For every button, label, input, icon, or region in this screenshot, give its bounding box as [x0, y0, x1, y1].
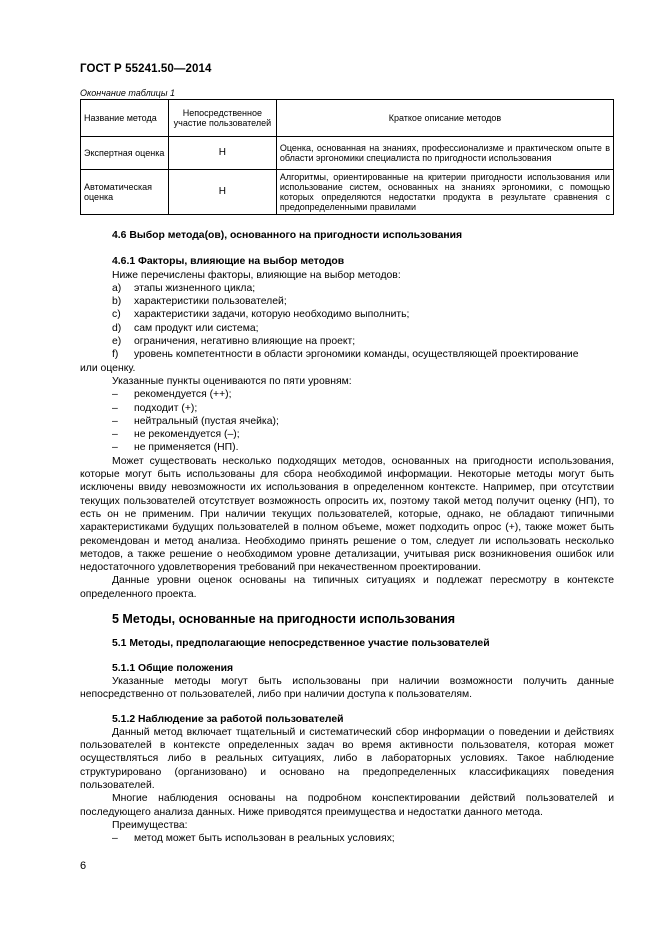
list-marker: – — [112, 833, 118, 845]
paragraph: Указанные пункты оцениваются по пяти уровням: — [112, 375, 352, 387]
list-text: характеристики пользователей; — [134, 296, 287, 308]
list-text: не рекомендуется (–); — [134, 429, 240, 441]
list-item — [80, 322, 614, 335]
list-item — [80, 441, 614, 454]
list-text: рекомендуется (++); — [134, 389, 232, 401]
table-row — [81, 137, 614, 170]
paragraph: Ниже перечислены факторы, влияющие на выбор методов: — [112, 269, 401, 281]
list-continuation: или оценку. — [80, 362, 136, 374]
paragraph: Указанные методы могут быть использованы при наличии возможности получить данные непосредственно от пользователей, либо при наличии доступа к пользователям. — [80, 675, 614, 701]
table-row — [81, 170, 614, 215]
list-item — [80, 308, 614, 321]
section-heading: 5.1 Методы, предполагающие непосредственное участие пользователей — [112, 638, 490, 650]
participation-cell: Н — [168, 137, 276, 170]
participation-cell: Н — [168, 170, 276, 215]
paragraph: Данный метод включает тщательный и систематический сбор информации о поведении и действиях пользователей в контексте определенных задач во время активности пользователя, которая может осуществляться либо в реальных ситуациях, либо в лабораторных условиях. Такое наблюдение структурировано (организовано) и основано на предопределенных классификациях поведения пользователей. — [80, 726, 614, 791]
table-header-row — [81, 100, 614, 137]
list-text: сам продукт или система; — [134, 322, 259, 334]
method-name-cell: Автоматическая оценка — [81, 170, 169, 215]
document-body — [80, 226, 614, 845]
page-number: 6 — [80, 860, 87, 872]
list-text: этапы жизненного цикла; — [134, 282, 256, 294]
table-header-cell: Название метода — [81, 100, 169, 137]
list-item — [80, 295, 614, 308]
list-text: не применяется (НП). — [134, 442, 239, 454]
list-text: метод может быть использован в реальных условиях; — [134, 833, 395, 845]
paragraph: Многие наблюдения основаны на подробном конспектировании действий пользователей и последующего анализа данных. Ниже приводятся преимущества и недостатки данного метода. — [80, 793, 614, 818]
table-header-cell: Непосредственное участие пользователей — [168, 100, 276, 137]
list-text: подходит (+); — [134, 402, 198, 414]
list-marker: f) — [112, 349, 119, 361]
subsection-heading: 5.1.1 Общие положения — [112, 662, 234, 674]
methods-table — [80, 99, 614, 215]
list-marker: – — [112, 389, 118, 401]
list-item — [80, 402, 614, 415]
subsection-heading: 4.6.1 Факторы, влияющие на выбор методов — [112, 256, 345, 268]
list-marker: – — [112, 402, 118, 414]
list-text: характеристики задачи, которую необходимо выполнить; — [134, 309, 410, 321]
list-marker: e) — [112, 336, 122, 348]
description-cell: Алгоритмы, ориентированные на критерии пригодности использования или использование систем, основанных на знаниях эргономики, с помощью которых определяются недостатки продукта в результате сравнения с предопределенными правилами — [276, 170, 613, 215]
chapter-heading: 5 Методы, основанные на пригодности использования — [112, 612, 456, 627]
paragraph: Данные уровни оценок основаны на типичных ситуациях и подлежат пересмотру в контексте определенного проекта. — [80, 575, 614, 600]
paragraph: Может существовать несколько подходящих методов, основанных на пригодности использования, которые могут быть использованы для сбора необходимой информации. Некоторые методы могут быть исключены ввиду невозможности их использования в определенном контексте. Например, при отсутствии текущих пользователей отсутствует возможность опросить их, поэтому такой метод получит оценку (НП), то есть он не применим. При наличии текущих пользователей, которые, однако, не обладают типичными характеристиками будущих пользователей в полном объеме, может подходить опрос (+), также может быть рекомендован и метод анализа. Необходимо принять решение о том, следует ли использовать несколько методов, а также решение о необходимом уровне детализации, учитывая риск возникновения ошибок или недостаточного удовлетворения требований при некачественном проектировании. — [80, 455, 614, 574]
section-heading: 4.6 Выбор метода(ов), основанного на пригодности использования — [112, 230, 463, 241]
list-marker: c) — [112, 309, 121, 321]
paragraph: Преимущества: — [112, 819, 188, 831]
list-item — [80, 348, 614, 361]
list-marker: b) — [112, 296, 122, 308]
list-item — [80, 832, 614, 845]
list-item — [80, 282, 614, 295]
list-marker: – — [112, 442, 118, 454]
list-item — [80, 335, 614, 348]
standard-header: ГОСТ Р 55241.50—2014 — [80, 63, 212, 75]
table-header-cell: Краткое описание методов — [276, 100, 613, 137]
description-cell: Оценка, основанная на знаниях, профессионализме и практическом опыте в области эргономики специалиста по пригодности использования — [276, 137, 613, 170]
list-text: нейтральный (пустая ячейка); — [134, 415, 279, 427]
subsection-heading: 5.1.2 Наблюдение за работой пользователей — [112, 713, 344, 725]
list-text: ограничения, негативно влияющие на проект; — [134, 336, 356, 348]
list-item — [80, 388, 614, 401]
method-name-cell: Экспертная оценка — [81, 137, 169, 170]
list-text: уровень компетентности в области эргономики команды, осуществляющей проектирование — [134, 349, 579, 361]
list-marker: – — [112, 429, 118, 441]
table-caption: Окончание таблицы 1 — [80, 88, 175, 98]
list-marker: – — [112, 415, 118, 427]
list-item — [80, 428, 614, 441]
list-marker: a) — [112, 282, 122, 294]
list-marker: d) — [112, 322, 122, 334]
list-item — [80, 415, 614, 428]
